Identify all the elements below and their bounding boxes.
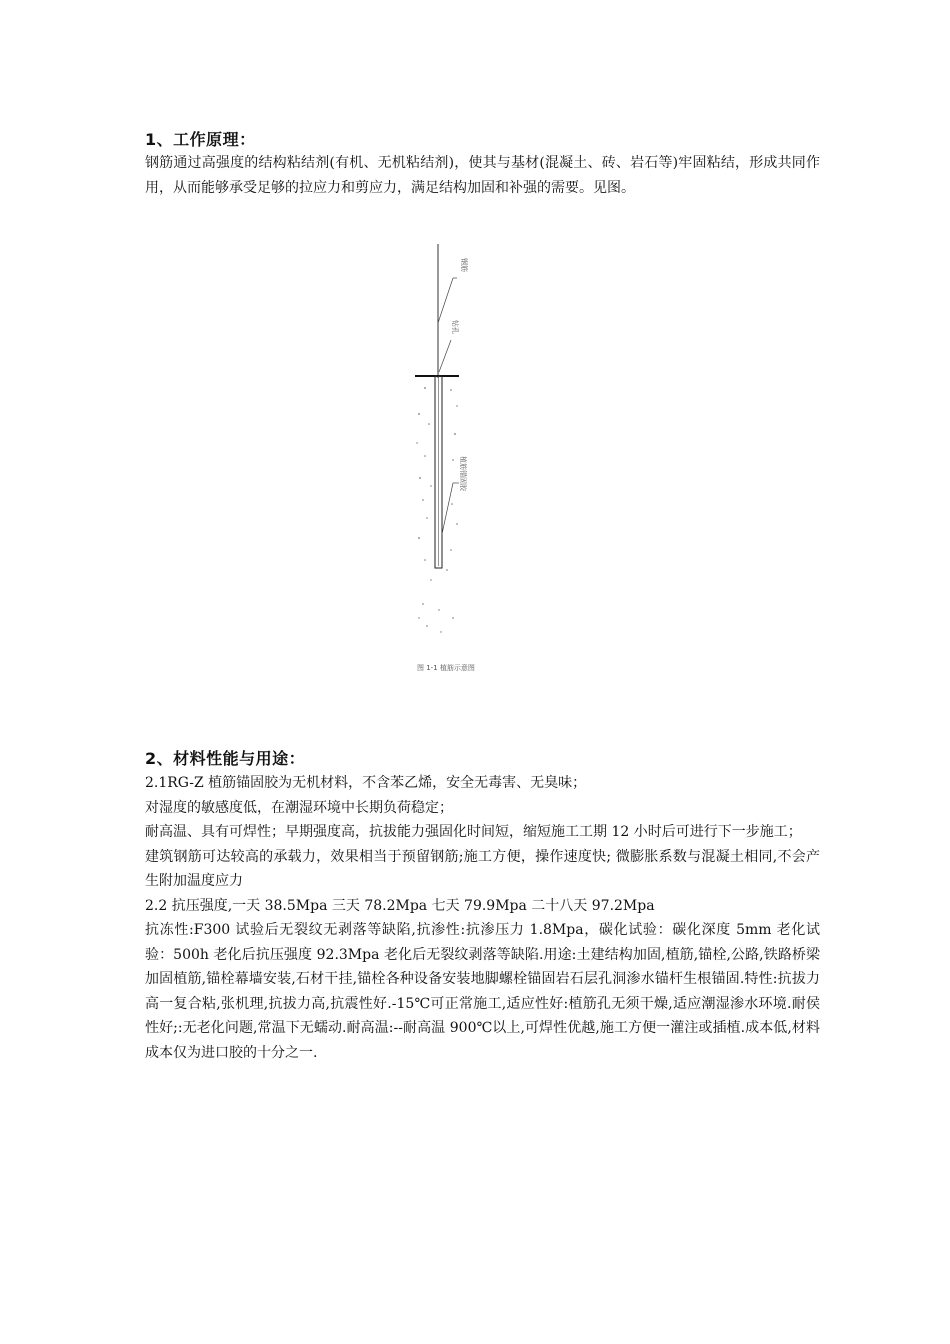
section1-text: 钢筋通过高强度的结构粘结剂(有机、无机粘结剂)，使其与基材(混凝土、砖、岩石等)牢固粘结，形成共同作用，从而能够承受足够的拉应力和剪应力，满足结构加固和补强的需要。见图。 xyxy=(145,155,820,196)
section1-heading: 1、工作原理： xyxy=(145,130,256,149)
glue-label: 植筋锚固胶 xyxy=(459,456,467,491)
figure-caption: 图 1-1 植筋示意图 xyxy=(417,664,475,672)
rebar-anchoring-diagram xyxy=(395,238,505,678)
section2-para-5: 2.2 抗压强度,一天 38.5Mpa 三天 78.2Mpa 七天 79.9Mpa 二十八天 97.2Mpa xyxy=(145,897,655,914)
section2-para-3: 耐高温、具有可焊性；早期强度高，抗拔能力强固化时间短，缩短施工工期 12 小时后可进行下一步施工； xyxy=(145,824,802,840)
section2-para-1: 2.1RG-Z 植筋锚固胶为无机材料，不含苯乙烯，安全无毒害、无臭味； xyxy=(145,775,587,791)
section1-paragraph xyxy=(145,151,820,200)
rebar-leader xyxy=(438,278,453,323)
diagram-svg xyxy=(395,238,505,678)
concrete-aggregate xyxy=(416,387,458,633)
section2-heading: 2、材料性能与用途： xyxy=(145,749,306,768)
hole-leader xyxy=(439,340,451,372)
section2-para-4: 建筑钢筋可达较高的承载力，效果相当于预留钢筋;施工方便，操作速度快; 微膨胀系数与混凝土相同,不会产生附加温度应力 xyxy=(145,848,820,889)
section2-body xyxy=(145,771,820,1065)
rebar-label: 钢筋 xyxy=(460,258,468,272)
hole-label: 钻孔 xyxy=(451,320,459,334)
section2-para-2: 对湿度的敏感度低，在潮湿环境中长期负荷稳定； xyxy=(145,799,453,816)
section2-para-6: 抗冻性:F300 试验后无裂纹无剥落等缺陷,抗渗性:抗渗压力 1.8Mpa，碳化试验：碳化深度 5mm 老化试验：500h 老化后抗压强度 92.3Mpa 老化后无裂纹剥落等缺陷.用途:土建结构加固,植筋,锚栓,公路,铁路桥梁加固植筋,锚栓幕墙安装,石材干挂,锚栓各种设备安装地脚螺栓锚固岩石层孔洞渗水锚杆生根锚固.特性:抗拔力高一复合粘,张机理,抗拔力高,抗震性好.-15℃可正常施工,适应性好:植筋孔无须干燥,适应潮湿渗水环境.耐侯性好;:无老化问题,常温下无蠕动.耐高温:--耐高温 900℃以上,可焊性优越,施工方便一灌注或插植.成本低,材料成本仅为进口胶的十分之一. xyxy=(145,922,820,1061)
glue-leader xyxy=(442,483,453,534)
